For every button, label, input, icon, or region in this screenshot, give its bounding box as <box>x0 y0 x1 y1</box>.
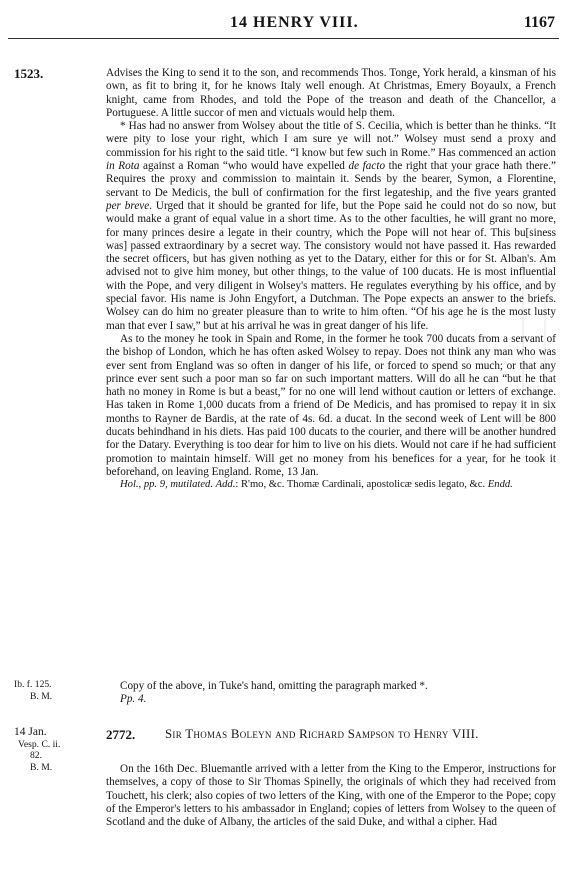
copy-note-block <box>106 680 556 707</box>
source-note: Hol., pp. 9, mutilated. Add.: R'mo, &c. Thomæ Cardinali, apostolicæ sedis legato, &c. Endd. <box>120 479 513 491</box>
paragraph-1: Advises the King to send it to the son, and recommends Thos. Tonge, York herald, a kinsman of his own, as fit to bring it, for he knows Italy well enough. At Christmas, Emery Boyaulx, a French knight, came from Rhodes, and told the Pope of the treason and death of the Chancellor, a Portuguese. A little succor of men and victuals would help them. <box>106 67 556 119</box>
margin-note-ib: Ib. f. 125. B. M. <box>14 679 53 702</box>
running-title: 14 HENRY VIII. <box>230 14 359 31</box>
paragraph-3: As to the money he took in Spain and Rome, in the former he took 700 ducats from a servant of the bishop of London, which he has often asked Wolsey to repay. Does not think any man who was ever sent from England was so often in danger of his life, or forced to spend so much; or that any prince ever sent such a poor man so far on such important matters. Will do all he can “but he that hath no money in Rome is but a beast,” for no one will lend without caution or letters of exchange. Has taken in Rome 1,000 ducats from a friend of De Medicis, and has promised to repay it in six months to Rayner de Bardis, at the rate of 4s. 6d. a ducat. In the second week of Lent will be 800 ducats behindhand in his diets. Has paid 100 ducats to the courier, and there will be another hundred for the Datary. Everything is too dear for him to live on his diets. Would not care if he had sufficient promotion to maintain himself. Will get no money from his benefices for a year, for he took it beforehand, on leaving England. Rome, 13 Jan. <box>106 332 556 478</box>
margin-year: 1523. <box>14 66 44 81</box>
entry-title: Sir Thomas Boleyn and Richard Sampson to Henry VIII. <box>165 727 479 741</box>
copy-pages: Pp. 4. <box>120 693 147 706</box>
paragraph-2: * Has had no answer from Wolsey about the title of S. Cecilia, which is better than he thinks. “It were pity to lose your right, which I am sure ye will not.” Wolsey must send a proxy and commission for his right to the said title. “I know but few such in Rome.” Has commenced an action in Rota against a Roman “who would have expelled de facto the right that your grace hath there.” Requires the proxy and commission to maintain it. Sends by the bearer, Symon, a Florentine, servant to De Medicis, the bull of confirmation for the first legateship, and the five years granted per breve. Urged that it should be granted for life, but the Pope said he could not do so now, but would make a grant of equal value in a short time. As to the other faculties, he will grant no more, for many princes desire a legate in their country, which the Pope will not hear of. This bu[siness was] passed extraordinary by a secret way. The consistory would not have passed it. Has rewarded the secret officers, but has given nothing as yet to the Datary, either for this or for St. Alban's. Am advised not to give him money, but other things, to the value of 100 ducats. He is most influential with the Pope, and very diligent in Wolsey's matters. He regulates everything by his office, and by special favor. His name is John Engyfort, a Dutchman. The Pope expects an answer to the briefs. Wolsey can do him no greater pleasure than to write to him often. “Of his age he is the most lusty man that ever I saw,” but at his arrival he was in great danger of his life. <box>106 120 557 332</box>
entry-date: 14 Jan. <box>14 726 47 738</box>
main-text <box>106 67 556 492</box>
entry-text <box>106 763 556 829</box>
paragraph-4: On the 16th Dec. Bluemantle arrived with a letter from the King to the Emperor, instructions for themselves, a copy of those to Sir Thomas Spinelly, the originals of which they had received from Touchett, his clerk; also copies of two letters of the King, with one of the Emperor to the Pope; copy of the Emperor's letters to his ambassador in England; copies of letters from Wolsey to the queen of Scotland and the duke of Albany, the articles of the said Duke, and withal a cipher. Had <box>106 763 556 829</box>
copy-note: Copy of the above, in Tuke's hand, omitting the paragraph marked *. <box>120 680 428 692</box>
margin-note-entry: 14 Jan. Vesp. C. ii. 82. B. M. <box>14 727 94 773</box>
header-rule <box>8 38 559 39</box>
page-number: 1167 <box>523 14 555 31</box>
page-header <box>0 14 567 36</box>
entry-number: 2772. <box>106 727 136 742</box>
